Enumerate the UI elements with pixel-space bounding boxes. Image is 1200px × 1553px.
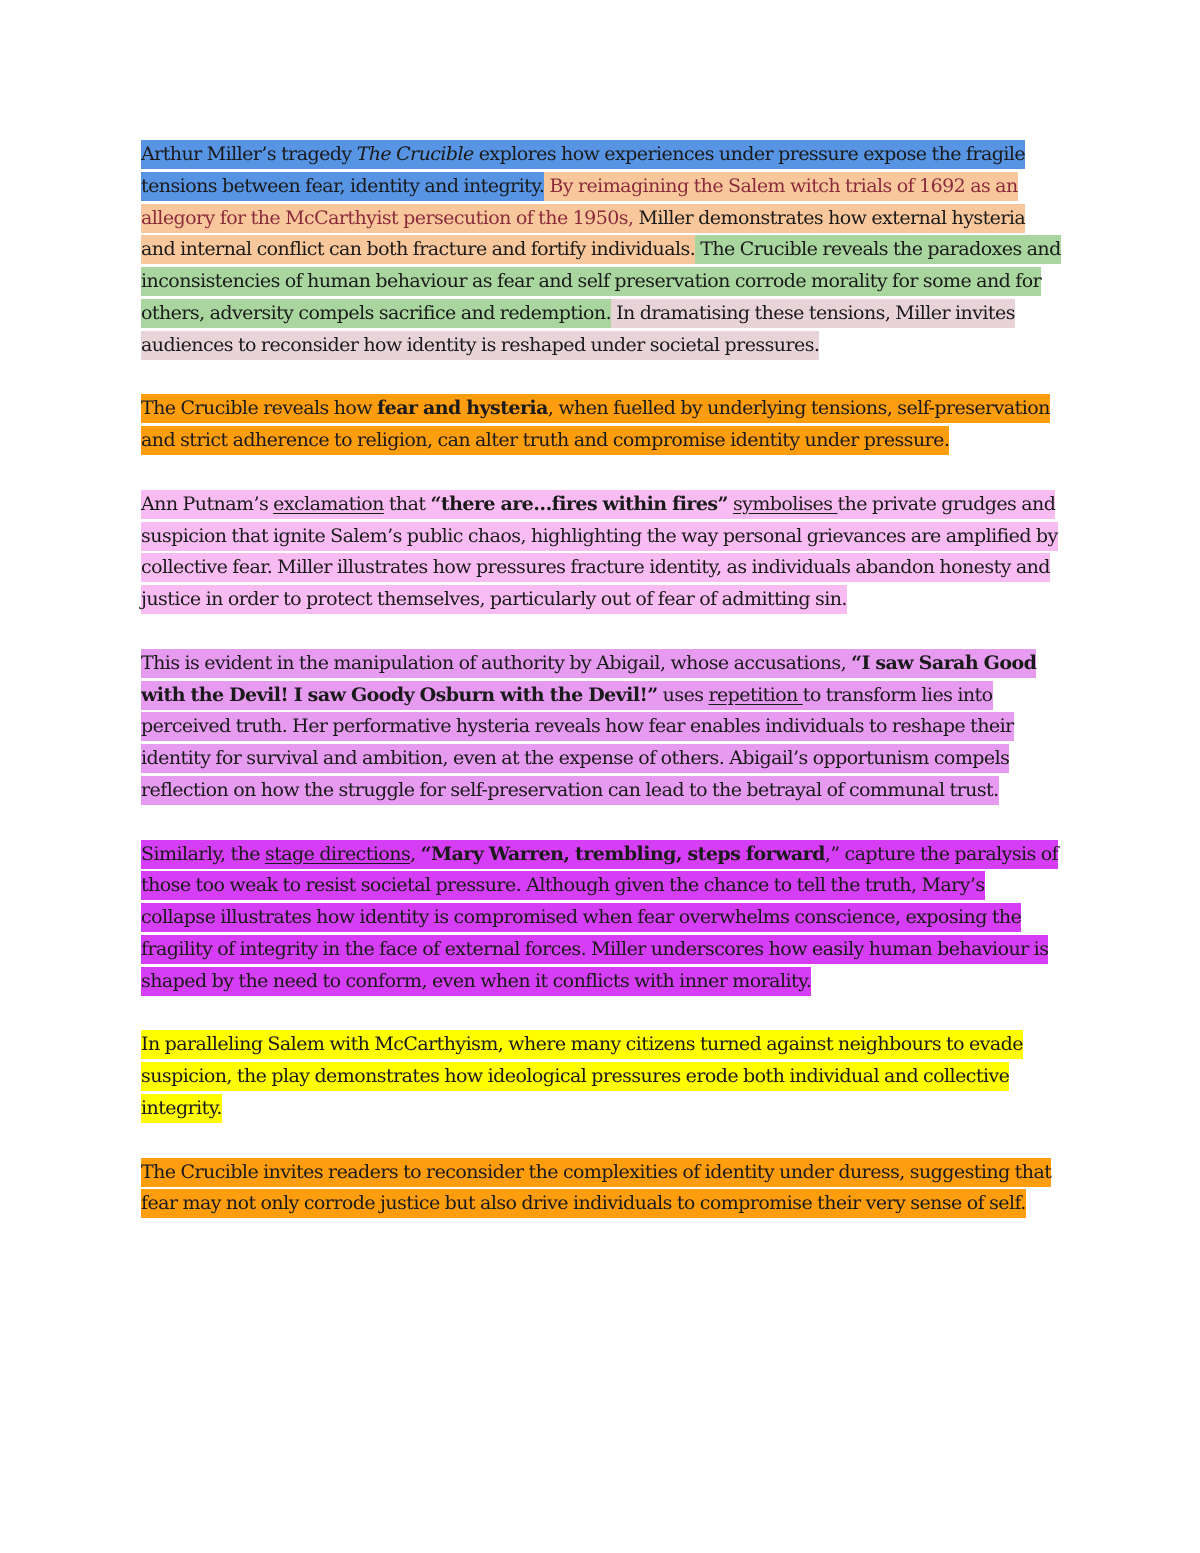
abigail-text-end: to transform lies into perceived truth. Her performative hysteria reveals how fear enables individuals to reshape their identity for survival and ambition, even at the expense of others. Abigail’s opportunism compels reflection on how the struggle for self-preservation can lead to the betrayal of communal trust.: [141, 683, 1014, 801]
putnam-paragraph: [141, 489, 1063, 616]
abigail-highlight: [141, 649, 1036, 805]
mccarthy-highlight: In paralleling Salem with McCarthyism, where many citizens turned against neighbours to evade suspicion, the play demonstrates how ideological pressures erode both individual and collective integrity.: [141, 1030, 1023, 1123]
argument-highlight: The Crucible reveals the paradoxes and inconsistencies of human behaviour as fear and self preservation corrode morality for some and for others, adversity compels sacrifice and redemption.: [141, 235, 1061, 328]
topic-keyword: fear and hysteria: [377, 397, 548, 420]
topic-text-end: , when fuelled by underlying tensions, self-preservation and strict adherence to religion, can alter truth and compromise identity under pressure.: [141, 397, 1050, 452]
putnam-quote: “there are…fires within fires”: [430, 492, 728, 515]
abigail-text-2: uses: [657, 683, 709, 706]
play-title: The Crucible: [356, 143, 474, 165]
topic-paragraph: [141, 393, 1063, 457]
abigail-paragraph: [141, 648, 1063, 807]
technique-exclamation: exclamation: [273, 492, 384, 515]
technique-symbolises: symbolises: [732, 492, 838, 515]
mary-comma: ,: [410, 842, 421, 865]
mccarthy-paragraph: [141, 1029, 1063, 1124]
thesis-text: Arthur Miller’s tragedy: [141, 143, 357, 165]
abigail-quote: “I saw Sarah Good with the Devil! I saw Goody Osburn with the Devil!”: [141, 651, 1037, 706]
putnam-text-2: that: [383, 492, 431, 515]
mary-quote: “Mary Warren, trembling, steps forward: [420, 842, 825, 865]
mary-text: Similarly, the: [141, 842, 265, 865]
technique-stage-directions: stage directions: [264, 842, 411, 865]
mary-text-end: ,” capture the paralysis of those too weak to resist societal pressure. Although given the chance to tell the truth, Mary’s collapse illustrates how identity is compromised when fear overwhelms conscience, exposing the fragility of integrity in the face of external forces. Miller underscores how easily human behaviour is shaped by the need to conform, even when it conflicts with inner morality.: [141, 842, 1059, 992]
conclusion-paragraph: [141, 1157, 1063, 1221]
putnam-text-end: the private grudges and suspicion that ignite Salem’s public chaos, highlighting the way personal grievances are amplified by collective fear. Miller illustrates how pressures fracture identity, as individuals abandon honesty and justice in order to protect themselves, particularly out of fear of admitting sin.: [141, 492, 1058, 611]
putnam-text: Ann Putnam’s: [141, 492, 274, 515]
context-highlight: By reimagining the Salem witch trials of 1692 as an allegory for the McCarthyist persecution of the 1950s,: [141, 172, 1018, 233]
intro-paragraph: [141, 139, 1063, 362]
conclusion-highlight: The Crucible invites readers to reconsider the complexities of identity under duress, suggesting that fear may not only corrode justice but also drive individuals to compromise their very sense of self.: [141, 1158, 1051, 1219]
topic-text: The Crucible reveals how: [141, 397, 378, 420]
intent-highlight: In dramatising these tensions, Miller invites audiences to reconsider how identity is reshaped under societal pressures.: [141, 299, 1015, 360]
mary-highlight: [141, 840, 1058, 996]
topic-sentence-highlight: [141, 394, 1050, 455]
thesis-text-end: explores how experiences under pressure expose the fragile tensions between fear, identity and integrity.: [141, 143, 1026, 197]
abigail-text: This is evident in the manipulation of authority by Abigail, whose accusations,: [141, 651, 852, 674]
context-claim-highlight: Miller demonstrates how external hysteria and internal conflict can both fracture and fortify individuals.: [141, 204, 1025, 265]
putnam-highlight: [141, 490, 1058, 614]
essay-body: [141, 139, 1063, 1252]
technique-repetition: repetition: [708, 683, 803, 706]
mary-paragraph: [141, 839, 1063, 998]
